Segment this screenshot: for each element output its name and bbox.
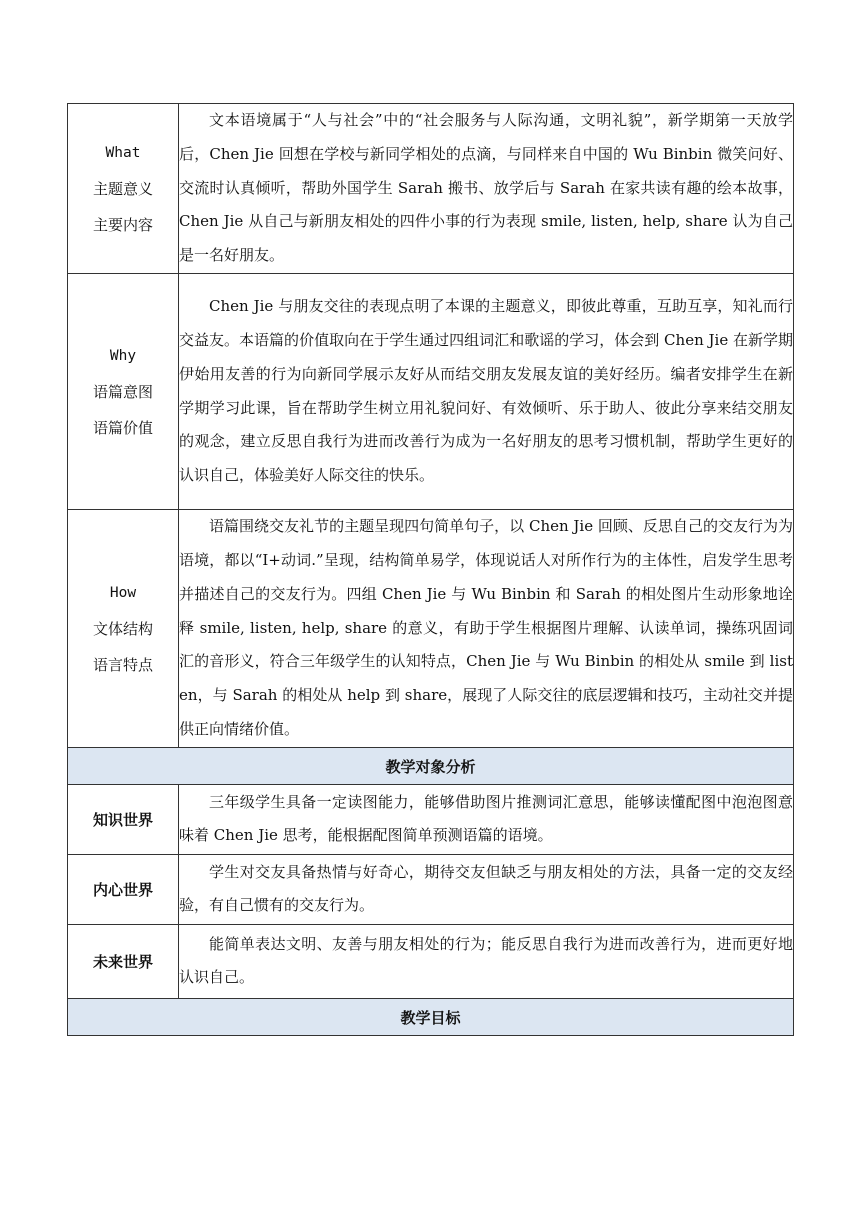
row-text-knowledge: 三年级学生具备一定读图能力，能够借助图片推测词汇意思，能够读懂配图中泡泡图意味着 Chen Jie 思考，能根据配图简单预测语篇的语境。 — [179, 785, 794, 855]
row-text-inner: 学生对交友具备热情与好奇心，期待交友但缺乏与朋友相处的方法，具备一定的交友经验，有自己惯有的交友行为。 — [179, 855, 794, 925]
table-row-future — [68, 925, 794, 999]
row-label-why — [68, 274, 179, 510]
section-title-students: 教学对象分析 — [68, 748, 794, 785]
table-row-knowledge — [68, 785, 794, 855]
row-text-what: 文本语境属于“人与社会”中的“社会服务与人际沟通，文明礼貌”，新学期第一天放学后，Chen Jie 回想在学校与新同学相处的点滴，与同样来自中国的 Wu Binbin 微笑问好、交流时认真倾听，帮助外国学生 Sarah 搬书、放学后与 Sarah 在家共读有趣的绘本故事，Chen Jie 从自己与新朋友相处的四件小事的行为表现 smile, listen, help, share 认为自己是一名好朋友。 — [179, 104, 794, 274]
row-label-future: 未来世界 — [68, 925, 179, 999]
label-line: Why — [109, 347, 137, 364]
label-line: 语言特点 — [92, 655, 153, 674]
label-line: What — [105, 144, 141, 161]
row-text-how: 语篇围绕交友礼节的主题呈现四句简单句子，以 Chen Jie 回顾、反思自己的交友行为为语境，都以“I+动词.”呈现，结构简单易学，体现说话人对所作行为的主体性，启发学生思考并描述自己的交友行为。四组 Chen Jie 与 Wu Binbin 和 Sarah 的相处图片生动形象地诠释 smile, listen, help, share 的意义，有助于学生根据图片理解、认读单词，操练巩固词汇的音形义，符合三年级学生的认知特点，Chen Jie 与 Wu Binbin 的相处从 smile 到 listen，与 Sarah 的相处从 help 到 share，展现了人际交往的底层逻辑和技巧，主动社交并提供正向情绪价值。 — [179, 510, 794, 748]
label-line: 主要内容 — [92, 215, 153, 234]
row-label-inner: 内心世界 — [68, 855, 179, 925]
section-title-goals: 教学目标 — [68, 999, 794, 1036]
table-row-what — [68, 104, 794, 274]
row-label-knowledge: 知识世界 — [68, 785, 179, 855]
label-line: 文体结构 — [92, 619, 153, 638]
table-row-inner — [68, 855, 794, 925]
row-text-future: 能简单表达文明、友善与朋友相处的行为；能反思自我行为进而改善行为，进而更好地认识自己。 — [179, 925, 794, 999]
section-header-row — [68, 999, 794, 1036]
row-text-why: Chen Jie 与朋友交往的表现点明了本课的主题意义，即彼此尊重，互助互享，知礼而行交益友。本语篇的价值取向在于学生通过四组词汇和歌谣的学习，体会到 Chen Jie 在新学期伊始用友善的行为向新同学展示友好从而结交朋友发展友谊的美好经历。编者安排学生在新学期学习此课，旨在帮助学生树立用礼貌问好、有效倾听、乐于助人、彼此分享来结交朋友的观念，建立反思自我行为进而改善行为成为一名好朋友的思考习惯机制，帮助学生更好的认识自己，体验美好人际交往的快乐。 — [179, 274, 794, 510]
table-row-why — [68, 274, 794, 510]
row-label-what — [68, 104, 179, 274]
label-line: 语篇意图 — [92, 382, 153, 401]
table-row-how — [68, 510, 794, 748]
label-line: 语篇价值 — [92, 418, 153, 437]
label-line: How — [109, 584, 137, 601]
section-header-row — [68, 748, 794, 785]
row-label-how — [68, 510, 179, 748]
label-line: 主题意义 — [92, 179, 153, 198]
lesson-analysis-table — [67, 103, 794, 1036]
